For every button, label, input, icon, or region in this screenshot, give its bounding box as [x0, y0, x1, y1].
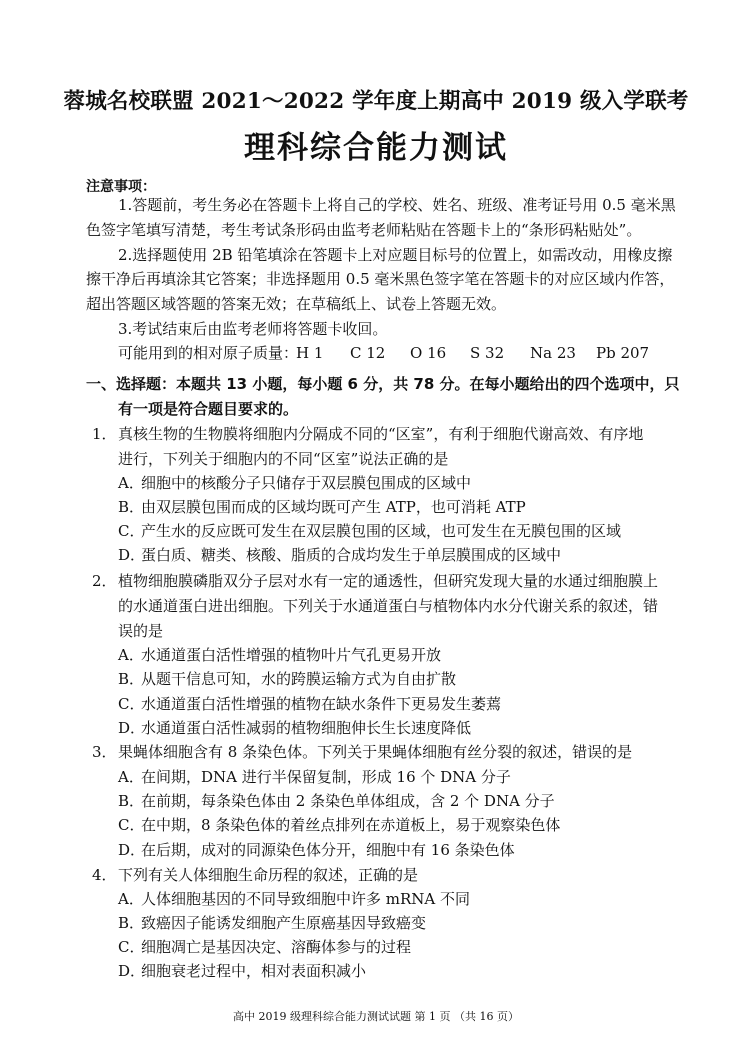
option-letter: D． [118, 841, 146, 859]
question-stem: 植物细胞膜磷脂双分子层对水有一定的通透性，但研究发现大量的水通过细胞膜上 [118, 572, 659, 590]
option-letter: D． [118, 719, 146, 737]
option-text: 水通道蛋白活性增强的植物叶片气孔更易开放 [141, 646, 442, 664]
option-letter: C． [118, 522, 145, 540]
mass-value: C 12 [350, 344, 386, 362]
notice-line: 1.答题前，考生务必在答题卡上将自己的学校、姓名、班级、准考证号用 0.5 毫米黑 [118, 196, 676, 214]
option-letter: B． [118, 914, 145, 932]
page-title: 理科综合能力测试 [244, 130, 508, 166]
question-number: 1． [92, 425, 117, 443]
option-letter: A． [118, 474, 144, 492]
option-text: 在前期，每条染色体由 2 条染色单体组成，含 2 个 DNA 分子 [141, 792, 555, 810]
option-text: 细胞衰老过程中，相对表面积减小 [141, 962, 367, 980]
section-heading: 一、选择题：本题共 13 小题，每小题 6 分，共 78 分。在每小题给出的四个选项中，只 [86, 375, 680, 393]
mass-value: S 32 [470, 344, 505, 362]
mass-value: Pb 207 [596, 344, 650, 362]
question-number: 4． [92, 866, 117, 884]
option-letter: A． [118, 646, 144, 664]
option-text: 产生水的反应既可发生在双层膜包围的区域，也可发生在无膜包围的区域 [141, 522, 622, 540]
option-letter: A． [118, 890, 144, 908]
option-letter: C． [118, 695, 145, 713]
notice-line: 色签字笔填写清楚，考生考试条形码由监考老师粘贴在答题卡上的“条形码粘贴处”。 [86, 221, 642, 239]
question-stem: 误的是 [118, 622, 164, 640]
question-number: 3． [92, 743, 117, 761]
option-letter: D． [118, 962, 146, 980]
question-number: 2． [92, 572, 117, 590]
masses-label: 可能用到的相对原子质量： [118, 344, 299, 362]
page-footer: 高中 2019 级理科综合能力测试试题 第 1 页 （共 16 页） [233, 1010, 519, 1023]
option-letter: C． [118, 938, 145, 956]
option-letter: B． [118, 792, 145, 810]
option-letter: C． [118, 816, 145, 834]
option-letter: A． [118, 768, 144, 786]
question-stem: 真核生物的生物膜将细胞内分隔成不同的“区室”，有利于细胞代谢高效、有序地 [118, 425, 644, 443]
option-text: 在间期，DNA 进行半保留复制，形成 16 个 DNA 分子 [141, 768, 511, 786]
option-letter: B． [118, 670, 145, 688]
question-stem: 果蝇体细胞含有 8 条染色体。下列关于果蝇体细胞有丝分裂的叙述，错误的是 [118, 743, 633, 761]
option-text: 人体细胞基因的不同导致细胞中许多 mRNA 不同 [141, 890, 471, 908]
option-text: 蛋白质、糖类、核酸、脂质的合成均发生于单层膜围成的区域中 [141, 546, 562, 564]
option-letter: D． [118, 546, 146, 564]
option-text: 在中期，8 条染色体的着丝点排列在赤道板上，易于观察染色体 [141, 816, 561, 834]
notice-line: 3.考试结束后由监考老师将答题卡收回。 [118, 320, 388, 338]
mass-value: H 1 [296, 344, 324, 362]
notice-line: 2.选择题使用 2B 铅笔填涂在答题卡上对应题目标号的位置上，如需改动，用橡皮擦 [118, 246, 673, 264]
option-text: 细胞中的核酸分子只储存于双层膜包围成的区域中 [141, 474, 472, 492]
notice-line: 超出答题区域答题的答案无效；在草稿纸上、试卷上答题无效。 [86, 295, 507, 313]
question-stem: 的水通道蛋白进出细胞。下列关于水通道蛋白与植物体内水分代谢关系的叙述，错 [118, 597, 659, 615]
notice-line: 擦干净后再填涂其它答案；非选择题用 0.5 毫米黑色签字笔在答题卡的对应区域内作答， [86, 270, 675, 288]
option-text: 在后期，成对的同源染色体分开，细胞中有 16 条染色体 [141, 841, 515, 859]
option-text: 致癌因子能诱发细胞产生原癌基因导致癌变 [141, 914, 427, 932]
section-heading-cont: 有一项是符合题目要求的。 [118, 400, 299, 418]
option-text: 由双层膜包围而成的区域均既可产生 ATP，也可消耗 ATP [141, 498, 526, 516]
option-text: 细胞凋亡是基因决定、溶酶体参与的过程 [141, 938, 412, 956]
option-letter: B． [118, 498, 145, 516]
option-text: 从题干信息可知，水的跨膜运输方式为自由扩散 [141, 670, 457, 688]
option-text: 水通道蛋白活性增强的植物在缺水条件下更易发生萎蔫 [141, 695, 502, 713]
mass-value: Na 23 [530, 344, 576, 362]
notice-heading: 注意事项： [86, 179, 156, 195]
option-text: 水通道蛋白活性减弱的植物细胞伸长生长速度降低 [141, 719, 472, 737]
question-stem: 下列有关人体细胞生命历程的叙述，正确的是 [118, 866, 419, 884]
mass-value: O 16 [410, 344, 447, 362]
exam-header: 蓉城名校联盟 2021～2022 学年度上期高中 2019 级入学联考 [63, 89, 689, 114]
question-stem: 进行，下列关于细胞内的不同“区室”说法正确的是 [118, 450, 449, 468]
